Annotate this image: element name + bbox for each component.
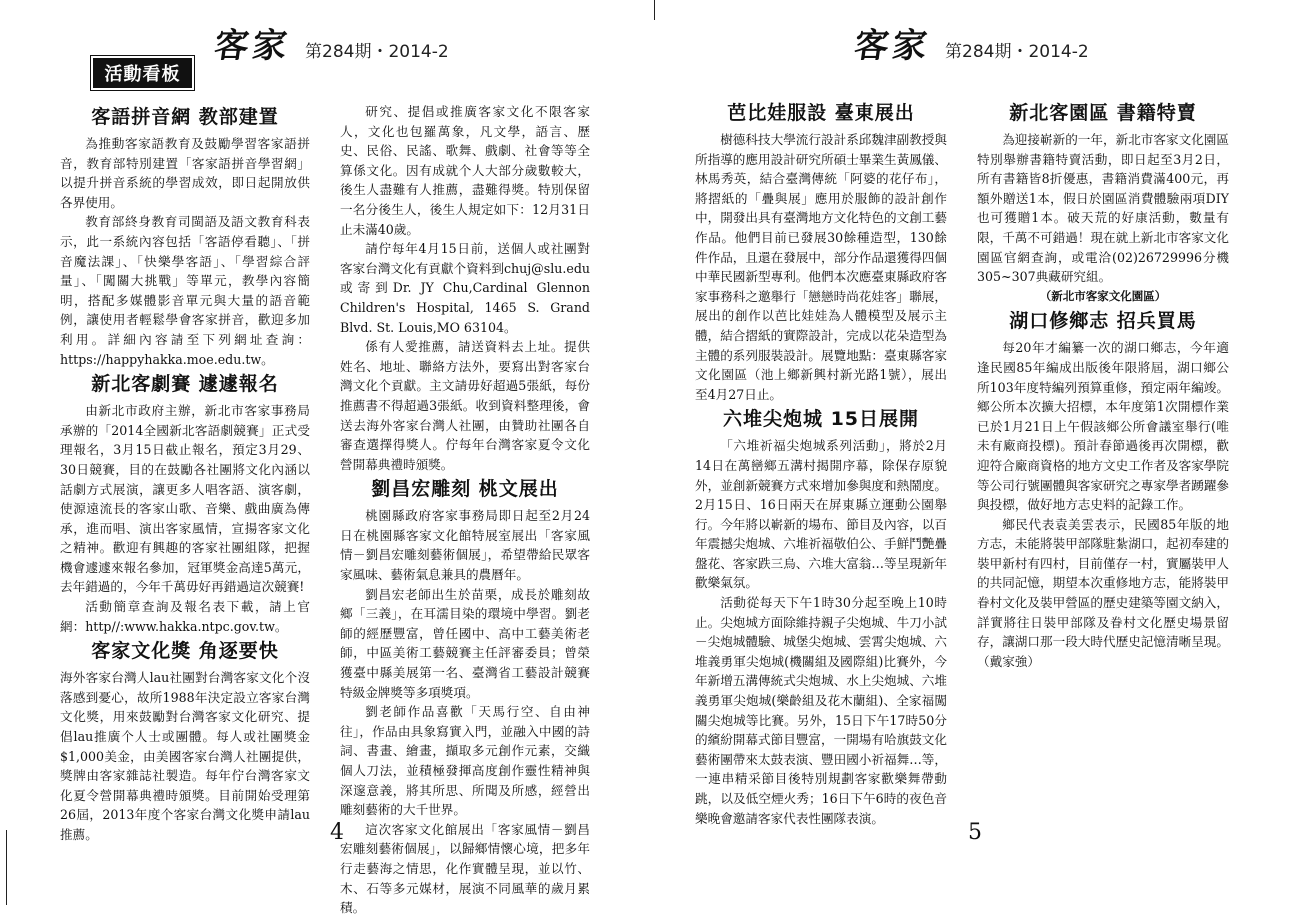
- headline-barbie: 芭比娃服設 臺東展出: [727, 102, 915, 124]
- masthead-right: [851, 18, 1089, 66]
- paragraph: 這次客家文化館展出「客家風情－劉昌宏雕刻藝術個展」，以歸鄉情懷心境，把多年行走藝海之情思，化作實體呈現，並以竹、木、石等多元媒材，展演不同風華的歲月累積。: [340, 821, 590, 916]
- issue-label: 第284期・2014-2: [305, 42, 449, 62]
- paragraph: 為迎接嶄新的一年，新北市客家文化園區特別舉辦書籍特賣活動，即日起至3月2日，所有書籍皆8折優惠，書籍消費滿400元，再額外贈送1本，假日於園區消費體驗兩項DIY也可獲贈1本。破天荒的好康活動，數量有限，千萬不可錯過！現在就上新北市客家文化園區官網查詢，或電洽(02)26729996分機305~307典藏研究組。: [977, 132, 1229, 285]
- headline-opera: 新北客劇賽 遽遽報名: [91, 373, 279, 396]
- paragraph: 樹德科技大學流行設計系邱魏津副教授與所指導的應用設計研究所碩士畢業生黃鳳儀、林馬秀英，結合臺灣傳統「阿婆的花仔布」，將摺紙的「疊與展」應用於服飾的設計創作中，開發出具有臺灣地方文化特色的文創工藝作品。他們目前已發展30餘種造型，130餘件作品，且還在發展中，部分作品還獲得四個中華民國新型專利。他們本次應臺東縣政府客家事務科之邀舉行「戀戀時尚花娃客」聯展，展出的創作以芭比娃娃為人體模型及展示主體，結合摺紙的實際設計，完成以花朵造型為主體的系列服裝設計。展覽地點：臺東縣客家文化園區（池上鄉新興村新光路1號），展出至4月27日止。: [695, 132, 947, 402]
- hakka-logo: 客家: [851, 26, 934, 66]
- issue-label: 第284期・2014-2: [945, 42, 1089, 62]
- credit-line: （新北市客家文化園區）: [1039, 288, 1167, 303]
- column-4-1: [60, 102, 310, 845]
- fold-mark: [654, 0, 655, 20]
- headline-chronicle: 湖口修鄉志 招兵買馬: [1009, 310, 1197, 333]
- paragraph: 為推動客家語教育及鼓勵學習客家語拼音，教育部特別建置「客家語拼音學習網」以提升拼音系統的學習成效，即日起開放供各界使用。: [60, 136, 310, 210]
- headline-pinyin: 客語拼音網 教部建置: [91, 106, 279, 128]
- paragraph: 活動簡章查詢及報名表下載，請上官網：http//:www.hakka.ntpc.gov.tw。: [60, 599, 310, 634]
- paragraph: 係有人愛推薦，請送資料去上址。提供姓名、地址、聯絡方法外，要寫出對客家台灣文化个貢獻。主文請毋好超過5張紙，每份推薦書不得超過3張紙。收到資料整理後，會送去海外客家台灣人社團，由贊助社團各自審查選擇得獎人。佇每年台灣客家夏令文化營開幕典禮時頒獎。: [340, 339, 590, 472]
- paragraph: 每20年才編纂一次的湖口鄉志，今年適逢民國85年編成出版後年限將屆，湖口鄉公所103年度特編列預算重修，預定兩年編竣。鄉公所本次擴大招標，本年度第1次開標作業已於1月21日上午假該鄉公所會議室舉行(唯未有廠商投標)。預計春節過後再次開標，歡迎符合廠商資格的地方文史工作者及客家學院等公司行號團體與客家研究之專家學者踴躍參與投標，做好地方志史料的記錄工作。: [977, 340, 1229, 513]
- paragraph: 鄉民代表袁美雲表示，民國85年版的地方志，未能將裝甲部隊駐紮湖口，起初奉建的裝甲新村有四村，目前僅存一村，實屬裝甲人的共同記憶，期望本次重修地方志，能將裝甲眷村文化及裝甲營區的歷史建築等園文納入，詳實將往日裝甲部隊及眷村文化歷史場景留存，讓湖口那一段大時代歷史記憶清晰呈現。（戴家強）: [977, 516, 1229, 669]
- masthead-left: [211, 18, 449, 66]
- paragraph: 研究、提倡或推廣客家文化不限客家人，文化也包羅萬象，凡文學，語言、歷史、民俗、民謠、歌舞、戲劇、社會等等全算係文化。因有成就个人大部分歲數較大，後生人盡難有人推薦，盡難得獎。特別保留一名分後生人，後生人規定如下：12月31日止未滿40歲。: [340, 104, 590, 237]
- page-number-right: 5: [968, 820, 982, 845]
- column-5-2: [977, 98, 1229, 671]
- paragraph: 劉老師作品喜歡「天馬行空、自由神往」，作品由具象寫實入門，並融入中國的詩詞、書畫、繪畫，擷取多元創作元素，交織個人刀法，並積極發揮高度創作靈性精神與深邃意義，將其所思、所聞及所感，經營出雕刻藝術的大千世界。: [340, 704, 590, 818]
- paragraph: 活動從每天下午1時30分起至晚上10時止。尖炮城方面除維持親子尖炮城、牛刀小試－尖炮城體驗、城堡尖炮城、雲霄尖炮城、六堆義勇軍尖炮城(機關組及國際組)比賽外，今年新增五溝傳統式尖炮城、水上尖炮城、六堆義勇軍尖炮城(樂齡組及花木蘭組)、全家福闖關尖炮城等比賽。另外，15日下午17時50分的繽紛開幕式節目豐富，一開場有哈旗鼓文化藝術團帶來太鼓表演、豐田國小祈福舞…等，一連串精采節目後特別規劃客家歡樂舞帶動跳，以及低空煙火秀；16日下午6時的夜色音樂晚會邀請客家代表性團隊表演。: [695, 595, 947, 826]
- page-5: [650, 0, 1300, 919]
- paragraph: 由新北市政府主辦，新北市客家事務局承辦的「2014全國新北客語劇競賽」正式受理報名，3月15日截止報名，預定3月29、30日競賽，目的在鼓勵各社團將文化內涵以話劇方式展演，讓更多人唱客語、演客劇，使源遠流長的客家山歌、音樂、戲曲廣為傳承，進而唱、演出客家風情，宣揚客家文化之精神。歡迎有興趣的客家社團組隊，把握機會遽遽來報名參加，冠軍獎金高達5萬元，去年錯過的，今年千萬毋好再錯過這次競賽!: [60, 403, 310, 595]
- headline-books: 新北客園區 書籍特賣: [1009, 102, 1197, 124]
- headline-carving: 劉昌宏雕刻 桃文展出: [371, 478, 559, 501]
- paragraph: 桃園縣政府客家事務局即日起至2月24日在桃園縣客家文化館特展室展出「客家風情－劉昌宏雕刻藝術個展」，希望帶給民眾客家風味、藝術氣息兼具的農曆年。: [340, 508, 590, 583]
- fold-mark: [6, 830, 7, 905]
- page-number-left: 4: [330, 820, 344, 845]
- activity-board-banner: 活動看板: [93, 58, 192, 88]
- hakka-logo: 客家: [211, 26, 294, 66]
- paragraph: 劉昌宏老師出生於苗栗，成長於雕刻故鄉「三義」，在耳濡目染的環境中學習。劉老師的經歷豐富，曾任國中、高中工藝美術老師，中區美術工藝競賽主任評審委員；曾榮獲臺中縣美展第一名、臺灣省工藝設計競賽特級金牌獎等多項獎項。: [340, 586, 590, 700]
- headline-award: 客家文化獎 角逐要快: [91, 640, 279, 663]
- paragraph: 「六堆祈福尖炮城系列活動」，將於2月14日在萬巒鄉五溝村揭開序幕，除保存原貌外，並創新競賽方式來增加參與度和熱鬧度。2月15日、16日兩天在屏東縣立運動公園舉行。今年將以嶄新的場布、節目及內容，以百年震撼尖炮城、六堆祈福敬伯公、手鮮鬥艷疊盤花、客家跌三烏、六堆大富翁…等呈現新年歡樂氣氛。: [695, 438, 947, 591]
- paragraph: 海外客家台灣人lau社團對台灣客家文化个沒落感到憂心，故所1988年決定設立客家台灣文化獎，用來鼓勵對台灣客家文化研究、提倡lau推廣个人士或團體。每人或社團獎金$1,000美金，由美國客家台灣人社團提供，獎牌由客家雜誌社製造。每年佇台灣客家文化夏令營開幕典禮時頒獎。目前開始受理第26屆，2013年度个客家台灣文化獎申請lau推薦。: [60, 670, 310, 842]
- headline-cannon: 六堆尖炮城 15日展開: [722, 408, 920, 431]
- paragraph: 請佇每年4月15日前，送個人或社團對客家台灣文化有貢獻个資料到chuj@slu.edu或寄到Dr. JY Chu,Cardinal Glennon Children's Hospital, 1465 S. Grand Blvd. St. Louis,MO 63104。: [340, 241, 590, 335]
- paragraph: 教育部終身教育司閩語及語文教育科表示，此一系統內容包括「客語停看聽」、「拼音魔法課」、「快樂學客語」、「學習綜合評量」、「闖關大挑戰」等單元，教學內容簡明，搭配多媒體影音單元與大量的語音範例，讓使用者輕鬆學會客家拼音，歡迎多加利用。詳細內容請至下列網址查詢：https://happyhakka.moe.edu.tw。: [60, 214, 310, 367]
- column-5-1: [695, 98, 947, 828]
- column-4-2: [340, 102, 590, 918]
